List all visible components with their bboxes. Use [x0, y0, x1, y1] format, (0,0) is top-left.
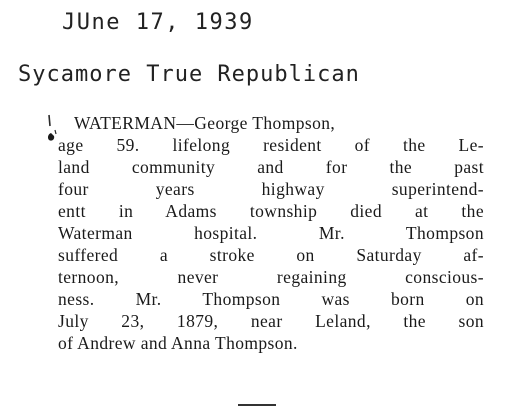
article-line: suffered a stroke on Saturday af-: [58, 245, 484, 265]
article-line: Waterman hospital. Mr. Thompson: [58, 223, 484, 243]
article-line: ness. Mr. Thompson was born on: [58, 289, 484, 309]
closing-rule: [238, 404, 276, 406]
article-line: July 23, 1879, near Leland, the son: [58, 311, 484, 331]
news-clipping: [46, 112, 496, 412]
clipping-date: JUne 17, 1939: [62, 10, 254, 35]
article-line: age 59. lifelong resident of the Le-: [58, 135, 484, 155]
article-line: entt in Adams township died at the: [58, 201, 484, 221]
clipping-mark-icon: [46, 112, 58, 148]
article-line: WATERMAN—George Thompson,: [74, 113, 336, 133]
article-line: land community and for the past: [58, 157, 484, 177]
newspaper-name: Sycamore True Republican: [18, 62, 360, 87]
article-line: four years highway superintend-: [58, 179, 484, 199]
article-line: of Andrew and Anna Thompson.: [58, 333, 298, 353]
article-line: ternoon, never regaining conscious-: [58, 267, 484, 287]
